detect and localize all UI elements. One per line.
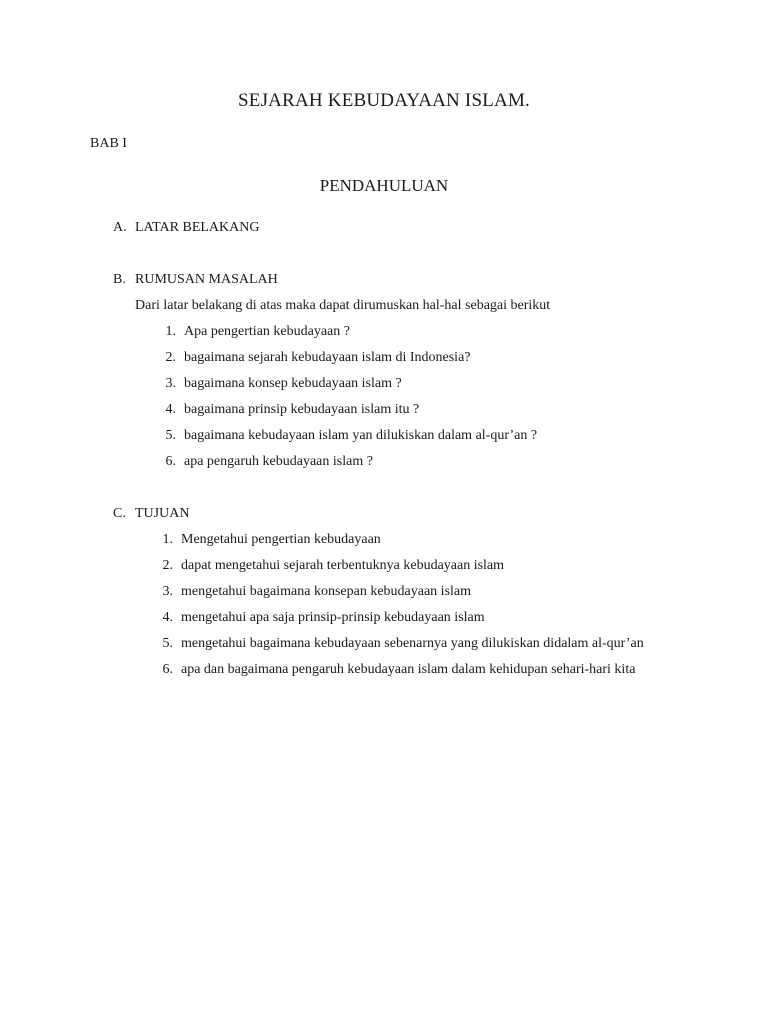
list-number: 3. xyxy=(165,376,176,391)
section-title: TUJUAN xyxy=(135,506,190,521)
section-title: LATAR BELAKANG xyxy=(135,220,260,235)
section-letter: C. xyxy=(113,506,126,521)
list-number: 5. xyxy=(162,636,173,651)
list-item xyxy=(158,349,683,375)
list-item xyxy=(158,427,683,453)
list-number: 4. xyxy=(162,610,173,625)
list-item xyxy=(158,323,683,349)
list-text: bagaimana prinsip kebudayaan islam itu ? xyxy=(184,402,420,417)
list-number: 2. xyxy=(165,350,176,365)
chapter-label: BAB I xyxy=(90,136,127,151)
list-number: 4. xyxy=(165,402,176,417)
list-text: Mengetahui pengertian kebudayaan xyxy=(181,532,381,547)
list-number: 6. xyxy=(165,454,176,469)
list-text: bagaimana sejarah kebudayaan islam di Indonesia? xyxy=(184,350,471,365)
list-number: 2. xyxy=(162,558,173,573)
list-text: apa dan bagaimana pengaruh kebudayaan islam dalam kehidupan sehari-hari kita xyxy=(181,662,636,677)
section-heading xyxy=(113,505,683,523)
list-number: 3. xyxy=(162,584,173,599)
document-title: SEJARAH KEBUDAYAAN ISLAM. xyxy=(238,90,530,111)
list-text: bagaimana kebudayaan islam yan dilukiskan dalam al-qur’an ? xyxy=(184,428,538,443)
section-heading xyxy=(113,271,683,289)
list-number: 1. xyxy=(165,324,176,339)
list-item xyxy=(158,453,683,479)
list-text: mengetahui apa saja prinsip-prinsip kebudayaan islam xyxy=(181,610,485,625)
list-item xyxy=(158,375,683,401)
list-text: Apa pengertian kebudayaan ? xyxy=(184,324,350,339)
list-number: 1. xyxy=(162,532,173,547)
list-text: dapat mengetahui sejarah terbentuknya kebudayaan islam xyxy=(181,558,505,573)
section-tujuan xyxy=(113,505,683,687)
objective-list xyxy=(158,531,678,687)
list-number: 6. xyxy=(162,662,173,677)
section-intro: Dari latar belakang di atas maka dapat dirumuskan hal-hal sebagai berikut xyxy=(135,298,551,313)
list-text: mengetahui bagaimana konsepan kebudayaan islam xyxy=(181,584,472,599)
list-item xyxy=(158,557,678,583)
list-item xyxy=(158,531,678,557)
list-item xyxy=(158,661,678,687)
section-rumusan-masalah xyxy=(113,271,683,479)
list-item xyxy=(158,583,678,609)
section-letter: B. xyxy=(113,272,126,287)
section-heading xyxy=(113,219,683,237)
section-letter: A. xyxy=(113,220,127,235)
list-number: 5. xyxy=(165,428,176,443)
section-latar-belakang xyxy=(113,219,683,237)
problem-list xyxy=(158,323,683,479)
section-title: RUMUSAN MASALAH xyxy=(135,272,278,287)
list-text: bagaimana konsep kebudayaan islam ? xyxy=(184,376,402,391)
list-item xyxy=(158,401,683,427)
chapter-title: PENDAHULUAN xyxy=(319,176,449,195)
list-text: apa pengaruh kebudayaan islam ? xyxy=(184,454,373,469)
list-item xyxy=(158,635,678,661)
list-text: mengetahui bagaimana kebudayaan sebenarnya yang dilukiskan didalam al-qur’an xyxy=(181,636,644,651)
